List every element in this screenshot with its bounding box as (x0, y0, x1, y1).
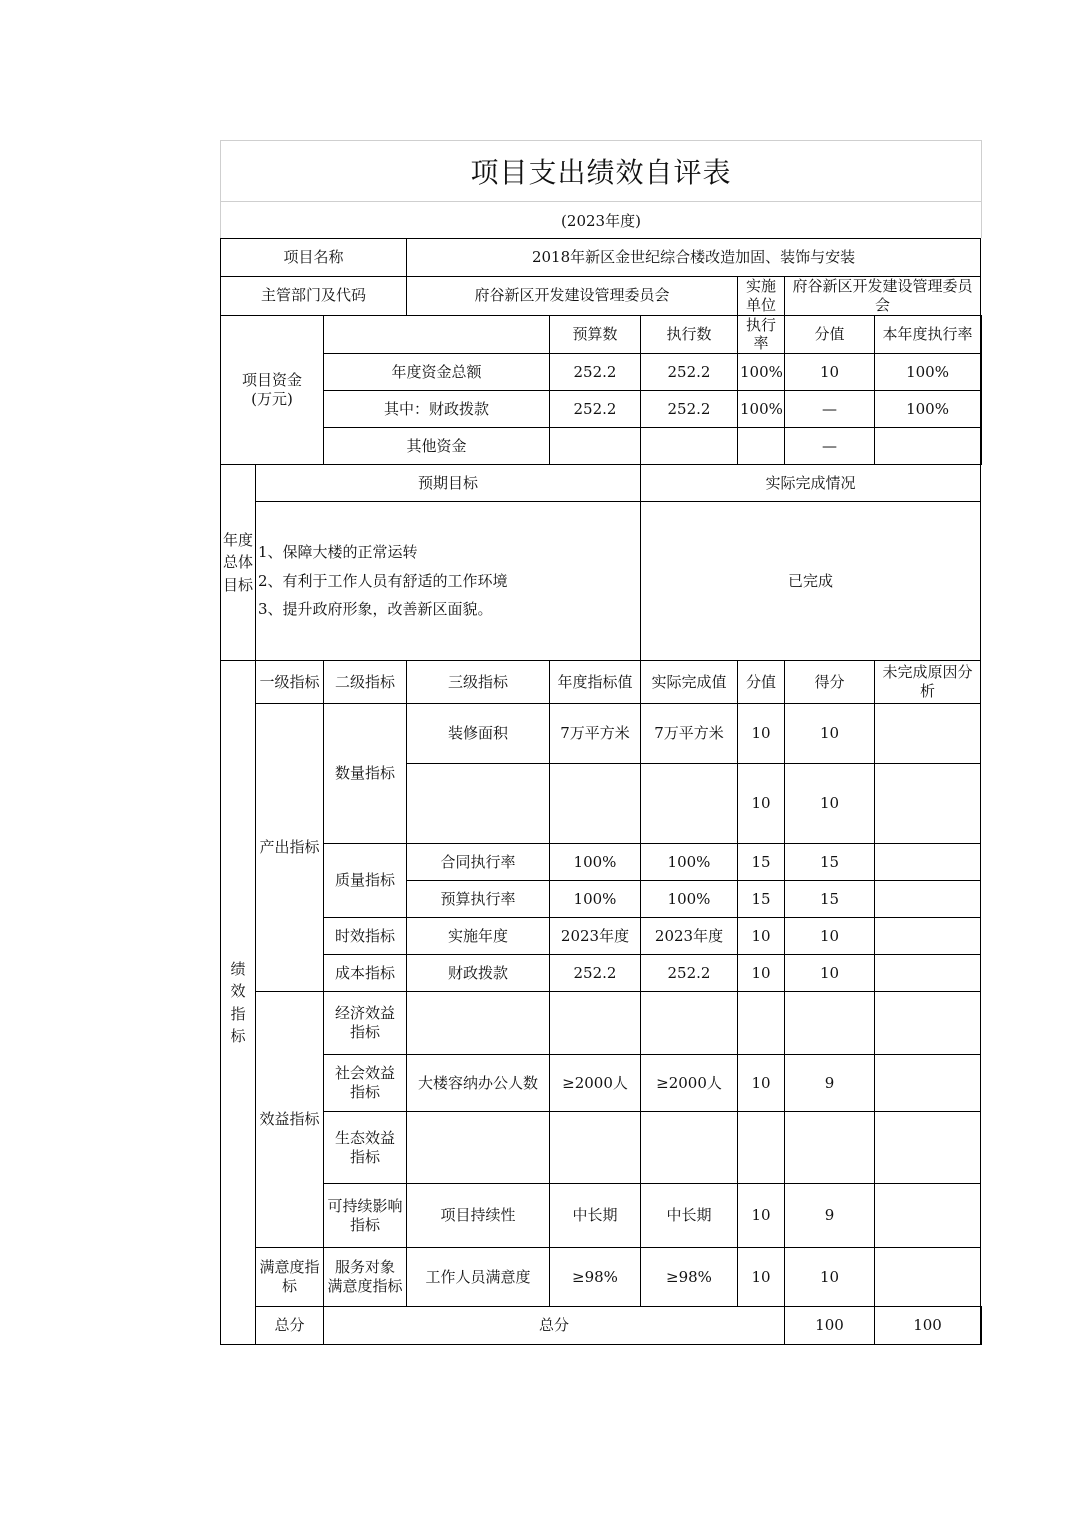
indicator-actual: 100% (641, 881, 738, 918)
indicator-score: 9 (785, 1184, 875, 1248)
funds-row-name: 年度资金总额 (324, 354, 550, 391)
indicator-target (550, 1112, 641, 1184)
label-part: 指标 (349, 1083, 380, 1101)
indicator-name: 大楼容纳办公人数 (407, 1055, 550, 1112)
indicator-reason (875, 1055, 981, 1112)
sustainable-indicator-label (324, 1184, 407, 1248)
goals-label-part: 目标 (223, 575, 254, 594)
indicator-target: ≥2000人 (550, 1055, 641, 1112)
indicator-name (407, 764, 550, 844)
evaluation-sheet (220, 140, 982, 1345)
goal-item: 3、提升政府形象，改善新区面貌。 (258, 600, 493, 619)
indicator-name: 装修面积 (407, 704, 550, 764)
output-indicator-label: 产出指标 (256, 704, 324, 992)
goals-actual: 已完成 (641, 502, 981, 661)
funds-row-name: 其中：财政拨款 (324, 391, 550, 428)
funds-header-score (981, 315, 982, 354)
indicator-reason (875, 764, 981, 844)
indicator-target: 252.2 (550, 955, 641, 992)
economic-indicator-label (324, 992, 407, 1055)
indicator-target: 中长期 (550, 1184, 641, 1248)
indicator-name: 工作人员满意度 (407, 1248, 550, 1307)
perf-header-level2: 二级指标 (324, 661, 407, 704)
indicator-score (785, 1112, 875, 1184)
funds-row-rate: 100% (738, 391, 785, 428)
indicator-score: 15 (785, 881, 875, 918)
indicator-actual: ≥98% (641, 1248, 738, 1307)
indicator-actual: 中长期 (641, 1184, 738, 1248)
goals-actual-header: 实际完成情况 (641, 465, 981, 502)
indicator-reason (875, 992, 981, 1055)
satisfaction-indicator-label: 满意度指标 (256, 1248, 324, 1307)
indicator-target: ≥98% (550, 1248, 641, 1307)
perf-label-part: 绩 (230, 959, 246, 978)
funds-header-budget: 预算数 (550, 315, 641, 354)
indicator-target (550, 764, 641, 844)
perf-header-reason: 未完成原因分析 (875, 661, 981, 704)
goal-item: 1、保障大楼的正常运转 (258, 543, 418, 562)
funds-row-value: — (785, 428, 875, 465)
cost-indicator-label: 成本指标 (324, 955, 407, 992)
funds-row-budget: 252.2 (550, 391, 641, 428)
funds-label-line1: 项目资金 (241, 371, 302, 389)
indicator-value: 10 (738, 764, 785, 844)
quantity-indicator-label: 数量指标 (324, 704, 407, 844)
indicator-target (550, 992, 641, 1055)
total-reason (981, 1307, 982, 1345)
funds-row-score (981, 391, 982, 428)
indicator-score (785, 992, 875, 1055)
funds-row-name: 其他资金 (324, 428, 550, 465)
funds-header-blank (324, 315, 550, 354)
indicator-value: 10 (738, 1055, 785, 1112)
label-part: 服务对象 (334, 1258, 395, 1277)
indicator-value (738, 1112, 785, 1184)
indicator-name: 实施年度 (407, 918, 550, 955)
dept-label: 主管部门及代码 (221, 277, 407, 316)
funds-row-rate: 100% (738, 354, 785, 391)
goals-label-part: 总体 (223, 553, 254, 572)
indicator-target: 100% (550, 844, 641, 881)
funds-header-exec: 执行数 (641, 315, 738, 354)
indicator-name (407, 992, 550, 1055)
indicator-value (738, 992, 785, 1055)
indicator-reason (875, 1248, 981, 1307)
funds-row (221, 354, 982, 391)
label-part: 经济效益 (334, 1004, 395, 1023)
perf-header-level3: 三级指标 (407, 661, 550, 704)
funds-header-year-rate: 本年度执行率 (875, 315, 981, 354)
benefit-indicator-label: 效益指标 (256, 992, 324, 1248)
indicator-name: 预算执行率 (407, 881, 550, 918)
perf-header-target: 年度指标值 (550, 661, 641, 704)
total-label: 总分 (256, 1307, 324, 1345)
indicator-actual: 100% (641, 844, 738, 881)
label-part: 指标 (349, 1147, 380, 1166)
funds-label-line2: (万元) (251, 389, 293, 408)
perf-label-part: 指 (230, 1004, 246, 1023)
indicator-actual: 252.2 (641, 955, 738, 992)
indicator-actual: 7万平方米 (641, 704, 738, 764)
indicator-actual (641, 764, 738, 844)
indicator-name: 财政拨款 (407, 955, 550, 992)
funds-row-score (981, 354, 982, 391)
indicator-reason (875, 918, 981, 955)
indicator-value: 10 (738, 918, 785, 955)
funds-row-exec (641, 428, 738, 465)
goals-expected (256, 502, 641, 661)
indicator-score: 15 (785, 844, 875, 881)
funds-row-budget (550, 428, 641, 465)
indicator-score: 10 (785, 704, 875, 764)
ecological-indicator-label (324, 1112, 407, 1184)
indicator-actual (641, 1112, 738, 1184)
label-part: 生态效益 (334, 1128, 395, 1147)
perf-label (221, 661, 256, 1345)
indicator-score: 9 (785, 1055, 875, 1112)
total-center-label: 总分 (324, 1307, 785, 1345)
indicator-target: 2023年度 (550, 918, 641, 955)
perf-label-part: 效 (230, 982, 246, 1000)
project-name-label: 项目名称 (221, 239, 407, 277)
indicator-actual (641, 992, 738, 1055)
impl-value: 府谷新区开发建设管理委员会 (785, 277, 981, 316)
indicator-value: 10 (738, 955, 785, 992)
social-indicator-label (324, 1055, 407, 1112)
total-score: 100 (875, 1307, 981, 1345)
indicator-target: 100% (550, 881, 641, 918)
indicator-value: 15 (738, 844, 785, 881)
funds-row-year-rate: 100% (875, 354, 981, 391)
year-label: (2023年度) (220, 201, 982, 238)
funds-row-score (981, 428, 982, 465)
indicator-score: 10 (785, 1248, 875, 1307)
indicator-value: 10 (738, 1184, 785, 1248)
indicator-name (407, 1112, 550, 1184)
funds-row-exec: 252.2 (641, 391, 738, 428)
indicator-name: 项目持续性 (407, 1184, 550, 1248)
indicator-score: 10 (785, 918, 875, 955)
dept-value: 府谷新区开发建设管理委员会 (407, 277, 738, 316)
funds-row-value: — (785, 391, 875, 428)
label-part: 社会效益 (334, 1064, 395, 1083)
indicator-score: 10 (785, 955, 875, 992)
indicator-actual: ≥2000人 (641, 1055, 738, 1112)
goals-label-part: 年度 (223, 530, 254, 549)
label-part: 指标 (349, 1023, 380, 1041)
funds-row-year-rate: 100% (875, 391, 981, 428)
indicator-actual: 2023年度 (641, 918, 738, 955)
indicator-reason (875, 1184, 981, 1248)
perf-label-part: 标 (230, 1027, 246, 1045)
indicator-value: 10 (738, 1248, 785, 1307)
label-part: 可持续影响 (327, 1196, 403, 1215)
funds-header-value: 分值 (785, 315, 875, 354)
quality-indicator-label: 质量指标 (324, 844, 407, 918)
perf-header-level1: 一级指标 (256, 661, 324, 704)
funds-row-rate (738, 428, 785, 465)
service-indicator-label (324, 1248, 407, 1307)
funds-row (221, 428, 982, 465)
perf-header-value: 分值 (738, 661, 785, 704)
funds-row-year-rate (875, 428, 981, 465)
indicator-reason (875, 955, 981, 992)
indicator-reason (875, 881, 981, 918)
goals-label (221, 465, 256, 661)
indicator-reason (875, 1112, 981, 1184)
indicator-value: 15 (738, 881, 785, 918)
page-title: 项目支出绩效自评表 (220, 140, 982, 201)
funds-row-budget: 252.2 (550, 354, 641, 391)
indicator-name: 合同执行率 (407, 844, 550, 881)
indicator-score: 10 (785, 764, 875, 844)
impl-label: 实施单位 (738, 277, 785, 316)
evaluation-table (220, 238, 982, 1345)
funds-row-exec: 252.2 (641, 354, 738, 391)
label-part: 满意度指标 (327, 1277, 403, 1295)
goal-item: 2、有利于工作人员有舒适的工作环境 (258, 571, 508, 590)
funds-row-value: 10 (785, 354, 875, 391)
indicator-reason (875, 844, 981, 881)
perf-header-score: 得分 (785, 661, 875, 704)
indicator-reason (875, 704, 981, 764)
project-name-value: 2018年新区金世纪综合楼改造加固、装饰与安装 (407, 239, 981, 277)
goals-expected-header: 预期目标 (256, 465, 641, 502)
funds-header-rate: 执行率 (738, 315, 785, 354)
timeliness-indicator-label: 时效指标 (324, 918, 407, 955)
label-part: 指标 (349, 1215, 380, 1234)
perf-header-actual: 实际完成值 (641, 661, 738, 704)
funds-row (221, 391, 982, 428)
indicator-value: 10 (738, 704, 785, 764)
total-value: 100 (785, 1307, 875, 1345)
funds-label (221, 315, 324, 465)
indicator-target: 7万平方米 (550, 704, 641, 764)
